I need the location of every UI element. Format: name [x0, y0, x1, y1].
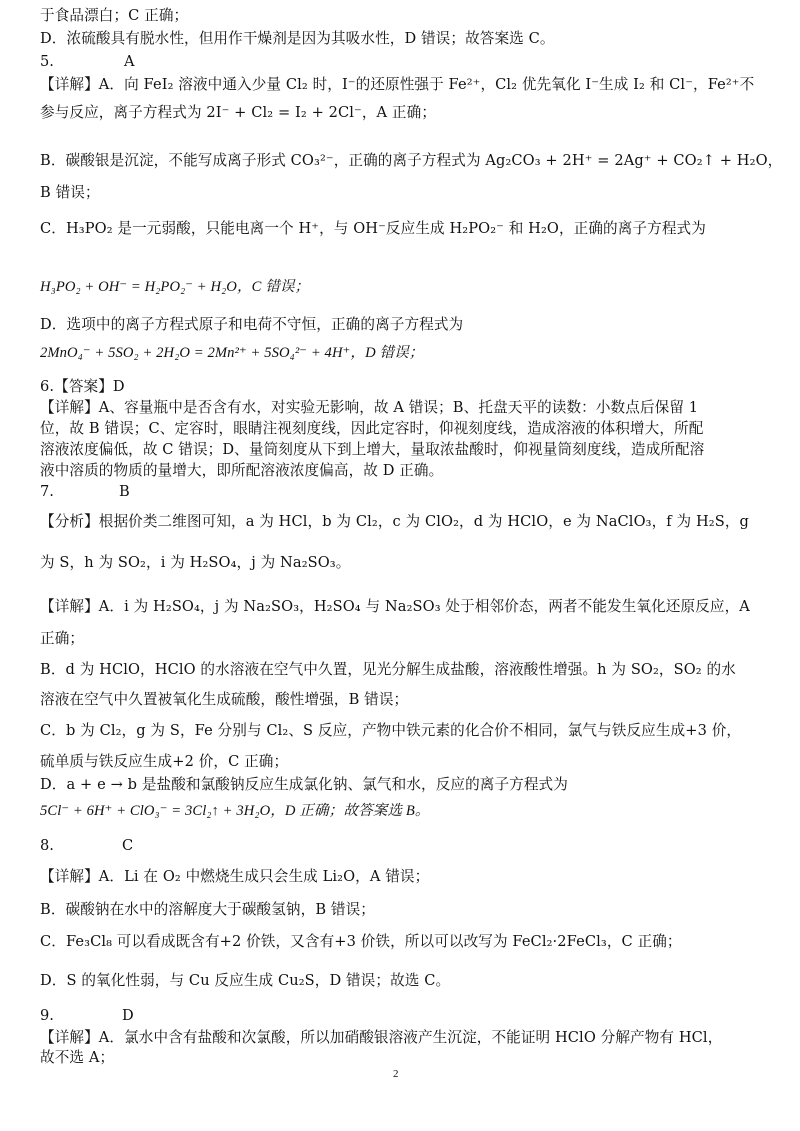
text-line: 液中溶质的物质的量增大，即所配溶液浓度偏高，故 D 正确。 — [40, 462, 444, 479]
text-line: 正确； — [40, 630, 85, 647]
text-line: D．S 的氧化性弱，与 Cu 反应生成 Cu₂S，D 错误；故选 C。 — [40, 972, 451, 989]
text-line: 硫单质与铁反应生成+2 价，C 正确； — [40, 753, 289, 770]
text-line: B．碳酸钠在水中的溶解度大于碳酸氢钠，B 错误； — [40, 901, 375, 918]
text-line: B．d 为 HClO，HClO 的水溶液在空气中久置，见光分解生成盐酸，溶液酸性增强。h 为 SO₂，SO₂ 的水 — [40, 661, 736, 678]
text-line: 6.【答案】D — [40, 378, 125, 395]
text-line: 【详解】A．i 为 H₂SO₄，j 为 Na₂SO₃，H₂SO₄ 与 Na₂SO₃ 处于相邻价态，两者不能发生氧化还原反应，A — [40, 598, 750, 615]
question-answer: C — [122, 837, 134, 854]
text-line: C．b 为 Cl₂，g 为 S，Fe 分别与 Cl₂、S 反应，产物中铁元素的化合价不相同，氯气与铁反应生成+3 价， — [40, 722, 742, 739]
text-line: 【详解】A．Li 在 O₂ 中燃烧生成只会生成 Li₂O，A 错误； — [40, 868, 430, 885]
text-line: 【详解】A．氯水中含有盐酸和次氯酸，所以加硝酸银溶液产生沉淀，不能证明 HClO 分解产物有 HCl， — [40, 1029, 723, 1046]
text-line: 【分析】根据价类二维图可知，a 为 HCl，b 为 Cl₂，c 为 ClO₂，d 为 HClO，e 为 NaClO₃，f 为 H₂S，g — [40, 513, 749, 530]
text-line: D．选项中的离子方程式原子和电荷不守恒，正确的离子方程式为 — [40, 316, 464, 333]
text-line: 【详解】A、容量瓶中是否含有水，对实验无影响，故 A 错误；B、托盘天平的读数：小数点后保留 1 — [40, 399, 699, 416]
text-line: C．H₃PO₂ 是一元弱酸，只能电离一个 H⁺，与 OH⁻反应生成 H₂PO₂⁻ 和 H₂O，正确的离子方程式为 — [40, 220, 706, 237]
equation-line: H₃PO₂ + OH⁻ = H₂PO₂⁻ + H₂O，C 错误； — [40, 279, 310, 295]
text-line: 位，故 B 错误；C、定容时，眼睛注视刻度线，因此定容时，仰视刻度线，造成溶液的体积增大，所配 — [40, 420, 704, 437]
question-answer: B — [119, 483, 130, 500]
text-line: B 错误； — [40, 184, 100, 201]
text-line: D．浓硫酸具有脱水性，但用作干燥剂是因为其吸水性，D 错误；故答案选 C。 — [40, 30, 555, 47]
text-line: D．a + e → b 是盐酸和氯酸钠反应生成氯化钠、氯气和水，反应的离子方程式为 — [40, 776, 568, 793]
question-number: 5. — [40, 53, 54, 70]
question-number: 8. — [40, 837, 54, 854]
text-line: 溶液在空气中久置被氧化生成硫酸，酸性增强，B 错误； — [40, 691, 409, 708]
text-line: 于食品漂白；C 正确； — [40, 7, 189, 24]
text-line: 故不选 A； — [40, 1049, 115, 1066]
question-number: 9. — [40, 1007, 54, 1024]
text-line: 为 S，h 为 SO₂，i 为 H₂SO₄，j 为 Na₂SO₃。 — [40, 554, 351, 571]
text-line: C．Fe₃Cl₈ 可以看成既含有+2 价铁，又含有+3 价铁，所以可以改写为 FeCl₂·2FeCl₃，C 正确； — [40, 933, 682, 950]
page-number: 2 — [393, 1068, 399, 1080]
question-answer: D — [122, 1007, 134, 1024]
text-line: 参与反应，离子方程式为 2I⁻ + Cl₂ = I₂ + 2Cl⁻，A 正确； — [40, 104, 437, 121]
question-answer: A — [124, 53, 135, 70]
question-number: 7. — [40, 483, 54, 500]
equation-line: 5Cl⁻ + 6H⁺ + ClO₃⁻ = 3Cl₂↑ + 3H₂O，D 正确；故答案选 B。 — [40, 803, 430, 819]
text-line: B．碳酸银是沉淀，不能写成离子形式 CO₃²⁻，正确的离子方程式为 Ag₂CO₃ + 2H⁺ = 2Ag⁺ + CO₂↑ + H₂O， — [40, 152, 783, 169]
equation-line: 2MnO₄⁻ + 5SO₂ + 2H₂O = 2Mn²⁺ + 5SO₄²⁻ + 4H⁺，D 错误； — [40, 345, 424, 361]
text-line: 【详解】A．向 FeI₂ 溶液中通入少量 Cl₂ 时，I⁻的还原性强于 Fe²⁺，Cl₂ 优先氧化 I⁻生成 I₂ 和 Cl⁻，Fe²⁺不 — [40, 76, 755, 93]
text-line: 溶液浓度偏低，故 C 错误；D、量筒刻度从下到上增大，量取浓盐酸时，仰视量筒刻度线，造成所配溶 — [40, 441, 705, 458]
